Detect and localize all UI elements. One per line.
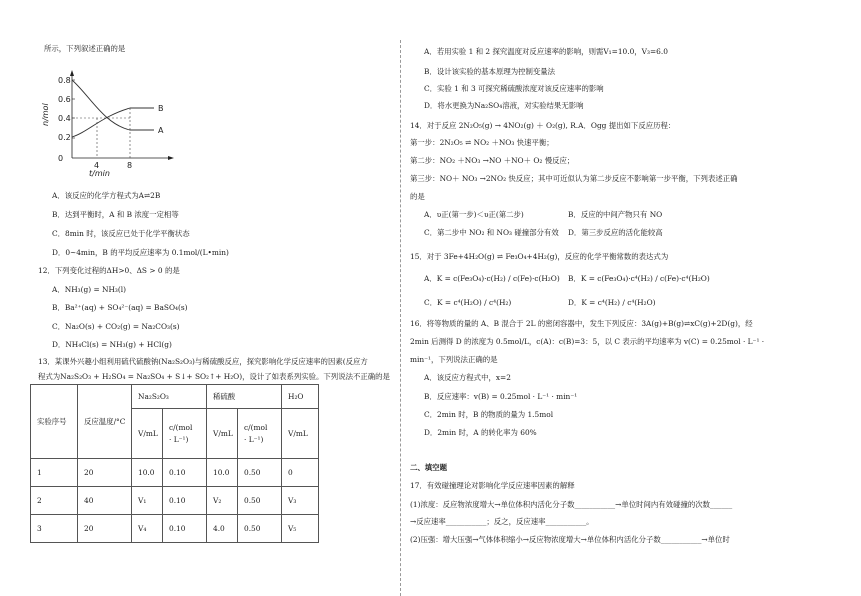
q14-option-b: B．反应的中间产物只有 NO [568, 210, 663, 219]
q14-option-c: C．第二步中 NO₂ 和 NO₃ 碰撞部分有效 [424, 228, 559, 237]
table-cell: V₁ [132, 487, 163, 515]
table-header: H₂O [282, 385, 319, 409]
q13-option-a: A．若用实验 1 和 2 探究温度对反应速率的影响，则需V₁=10.0，V₃=6.0 [424, 47, 668, 56]
table-cell: 1 [31, 459, 78, 487]
q15-option-a: A．K = c(Fe₃O₄)·c(H₂) / c(Fe)·c(H₂O) [424, 274, 560, 283]
column-divider [400, 40, 401, 596]
curve-a [72, 80, 154, 130]
q13-stem-line2: 程式为Na₂S₂O₃ + H₂SO₄ = Na₂SO₄ + S↓+ SO₂↑+ H₂O)，设计了如表系列实验。下列说法不正确的是 [38, 372, 390, 381]
q16-stem-line1: 16．将等物质的量的 A、B 混合于 2L 的密闭容器中，发生下列反应：3A(g)+B(g)⇌xC(g)+2D(g)，经 [410, 319, 753, 328]
table-cell: 0.10 [163, 515, 207, 543]
y-tick-label: 0.4 [58, 114, 71, 123]
table-cell: 0.50 [238, 515, 282, 543]
x-tick-label: 8 [127, 161, 133, 170]
table-cell: 0.50 [238, 487, 282, 515]
q14-option-d: D．第三步反应的活化能较高 [568, 228, 663, 237]
q14-step3-cont: 的是 [410, 192, 425, 201]
q16-stem-line2: 2min 后测得 D 的浓度为 0.5mol/L，c(A)：c(B)=3：5，以 C 表示的平均速率为 v(C) = 0.25mol · L⁻¹ · [410, 337, 765, 346]
q16-stem-line3: min⁻¹，下列说法正确的是 [410, 355, 498, 364]
table-subheader: c/(mol · L⁻¹) [238, 409, 282, 459]
table-cell: 20 [78, 515, 132, 543]
x-axis-label: t/min [89, 169, 110, 178]
table-row [31, 459, 319, 487]
table-subheader: V/mL [207, 409, 238, 459]
q12-option-d: D．NH₄Cl(s) = NH₃(g) + HCl(g) [52, 340, 172, 349]
x-axis-arrow [168, 156, 174, 160]
table-cell: 3 [31, 515, 78, 543]
q11-graph [42, 68, 192, 178]
table-header: Na₂S₂O₃ [132, 385, 207, 409]
q12-option-c: C．Na₂O(s) + CO₂(g) = Na₂CO₃(s) [52, 322, 180, 331]
y-tick-label: 0 [58, 154, 64, 163]
table-row [31, 515, 319, 543]
table-subheader: V/mL [282, 409, 319, 459]
q17-line1: (1)浓度：反应物浓度增大→单位体积内活化分子数___________→单位时间内有效碰撞的次数______ [410, 500, 733, 509]
table-cell: 0.10 [163, 459, 207, 487]
q17-stem: 17．有效碰撞理论对影响化学反应速率因素的解释 [410, 481, 575, 490]
y-tick-label: 0.8 [58, 76, 71, 85]
table-cell: V₃ [282, 487, 319, 515]
q14-step2: 第二步：NO₂ ＋NO₃ →NO ＋NO＋ O₂ 慢反应； [410, 156, 575, 165]
table-cell: 40 [78, 487, 132, 515]
q13-stem-line1: 13．某课外兴趣小组利用硫代硫酸钠(Na₂S₂O₃)与稀硫酸反应，探究影响化学反应速率的因素(反应方 [38, 357, 368, 366]
table-subheader: c/(mol · L⁻¹) [163, 409, 207, 459]
table-header: 稀硫酸 [207, 385, 282, 409]
table-subheader: V/mL [132, 409, 163, 459]
q16-option-b: B．反应速率：v(B) = 0.25mol · L⁻¹ · min⁻¹ [424, 392, 578, 401]
table-cell: 2 [31, 487, 78, 515]
table-cell: 0 [282, 459, 319, 487]
y-axis-label: n/mol [41, 103, 50, 126]
q14-option-a: A．υ正(第一步)＜υ正(第二步) [424, 210, 524, 219]
q13-option-d: D．将水更换为Na₂SO₄溶液，对实验结果无影响 [424, 101, 584, 110]
q13-option-b: B．设计该实验的基本原理为控制变量法 [424, 67, 556, 76]
q11-option-b: B．达到平衡时，A 和 B 浓度一定相等 [52, 210, 179, 219]
q14-step3: 第三步：NO＋ NO₃ →2NO₂ 快反应；其中可近似认为第二步反应不影响第一步平衡，下列表述正确 [410, 174, 738, 183]
q17-line2: →反应速率___________；反之，反应速率___________。 [410, 517, 594, 526]
table-cell: V₂ [207, 487, 238, 515]
table-cell: 0.10 [163, 487, 207, 515]
curve-label-a: A [158, 126, 164, 135]
q15-option-c: C．K = c⁴(H₂O) / c⁴(H₂) [424, 298, 512, 307]
q11-option-d: D．0~4min，B 的平均反应速率为 0.1mol/(L•min) [52, 248, 229, 257]
table-header: 实验序号 [31, 385, 78, 459]
table-cell: 4.0 [207, 515, 238, 543]
q15-option-d: D．K = c⁴(H₂) / c⁴(H₂O) [568, 298, 656, 307]
table-row [31, 487, 319, 515]
table-cell: 20 [78, 459, 132, 487]
table-cell: V₄ [132, 515, 163, 543]
table-header: 反应温度/°C [78, 385, 132, 459]
q11-intro: 所示，下列叙述正确的是 [44, 44, 126, 53]
section-heading: 二、填空题 [410, 463, 447, 472]
y-tick-label: 0.2 [58, 133, 71, 142]
q11-option-c: C．8min 时，该反应已处于化学平衡状态 [52, 229, 190, 238]
q11-option-a: A．该反应的化学方程式为A⇌2B [52, 191, 161, 200]
q12-option-b: B．Ba²⁺(aq) + SO₄²⁻(aq) = BaSO₄(s) [52, 303, 188, 312]
y-tick-label: 0.6 [58, 95, 71, 104]
table-cell: V₅ [282, 515, 319, 543]
q16-option-c: C．2min 时，B 的物质的量为 1.5mol [424, 410, 554, 419]
experiment-table [30, 384, 319, 543]
q16-option-d: D．2min 时，A 的转化率为 60% [424, 428, 537, 437]
x-tick-label: 4 [94, 161, 100, 170]
q16-option-a: A．该反应方程式中，x=2 [424, 373, 511, 382]
table-cell: 10.0 [132, 459, 163, 487]
q13-option-c: C．实验 1 和 3 可探究稀硫酸浓度对该反应速率的影响 [424, 84, 604, 93]
table-cell: 10.0 [207, 459, 238, 487]
q14-stem: 14．对于反应 2N₂O₅(g) → 4NO₂(g) ＋ O₂(g), R.A．Ogg 提出如下反应历程： [410, 121, 676, 130]
table-cell: 0.50 [238, 459, 282, 487]
q12-option-a: A．NH₃(g) = NH₃(l) [52, 285, 126, 294]
q12-stem: 12．下列变化过程的ΔH>0、ΔS > 0 的是 [38, 266, 180, 275]
q17-line3: (2)压强：增大压强→气体体积缩小→反应物浓度增大→单位体积内活化分子数___________→单位时 [410, 535, 730, 544]
q14-step1: 第一步：2N₂O₅ ⇌ NO₂ ＋NO₃ 快速平衡； [410, 138, 554, 147]
q15-option-b: B．K = c(Fe₃O₄)·c⁴(H₂) / c(Fe)·c⁴(H₂O) [568, 274, 710, 283]
curve-label-b: B [158, 104, 164, 113]
q15-stem: 15．对于 3Fe+4H₂O(g) ⇌ Fe₃O₄+4H₂(g)，反应的化学平衡常数的表达式为 [410, 252, 669, 261]
